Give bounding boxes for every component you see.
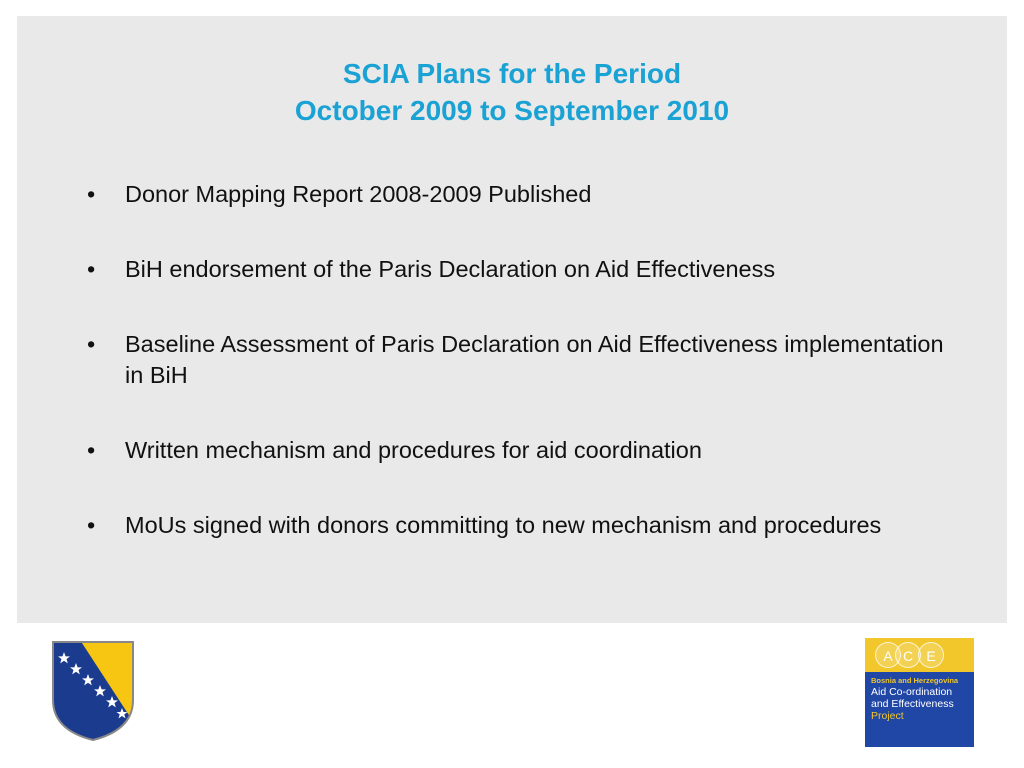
ace-line-4: Project [871,710,904,722]
ace-letter-e: E [918,642,944,668]
ace-letter-a: A [875,642,901,668]
slide-content-panel [17,16,1007,623]
ace-country: Bosnia and Herzegovina [871,676,959,685]
bullet-item [85,510,965,541]
ace-project-logo [865,638,974,747]
bullet-item [85,254,965,285]
coat-of-arms-svg [50,640,136,742]
bullet-dot: • [87,331,96,357]
bullet-text: Written mechanism and procedures for aid coordination [125,437,702,463]
bullet-dot: • [87,437,96,463]
slide-title [17,55,1007,129]
bullet-list [85,179,965,585]
bullet-text: BiH endorsement of the Paris Declaration on Aid Effectiveness [125,256,776,282]
ace-logo-text [871,676,971,722]
ace-line-3: and Effectiveness [871,698,954,710]
bullet-text: MoUs signed with donors committing to new mechanism and procedures [125,512,882,538]
slide-title-line-1: SCIA Plans for the Period [342,58,682,89]
ace-letters [865,642,974,668]
bih-coat-of-arms-icon [50,640,136,742]
bullet-dot: • [87,181,96,207]
ace-line-2: Aid Co-ordination [871,686,953,698]
ace-letter-c: C [895,642,921,668]
bullet-item [85,329,965,391]
bullet-dot: • [87,256,96,282]
bullet-text: Baseline Assessment of Paris Declaration on Aid Effectiveness implementation in BiH [125,331,944,388]
bullet-item [85,435,965,466]
bullet-item [85,179,965,210]
bullet-dot: • [87,512,96,538]
bullet-text: Donor Mapping Report 2008-2009 Published [125,181,592,207]
slide-title-line-2: October 2009 to September 2010 [294,95,730,126]
